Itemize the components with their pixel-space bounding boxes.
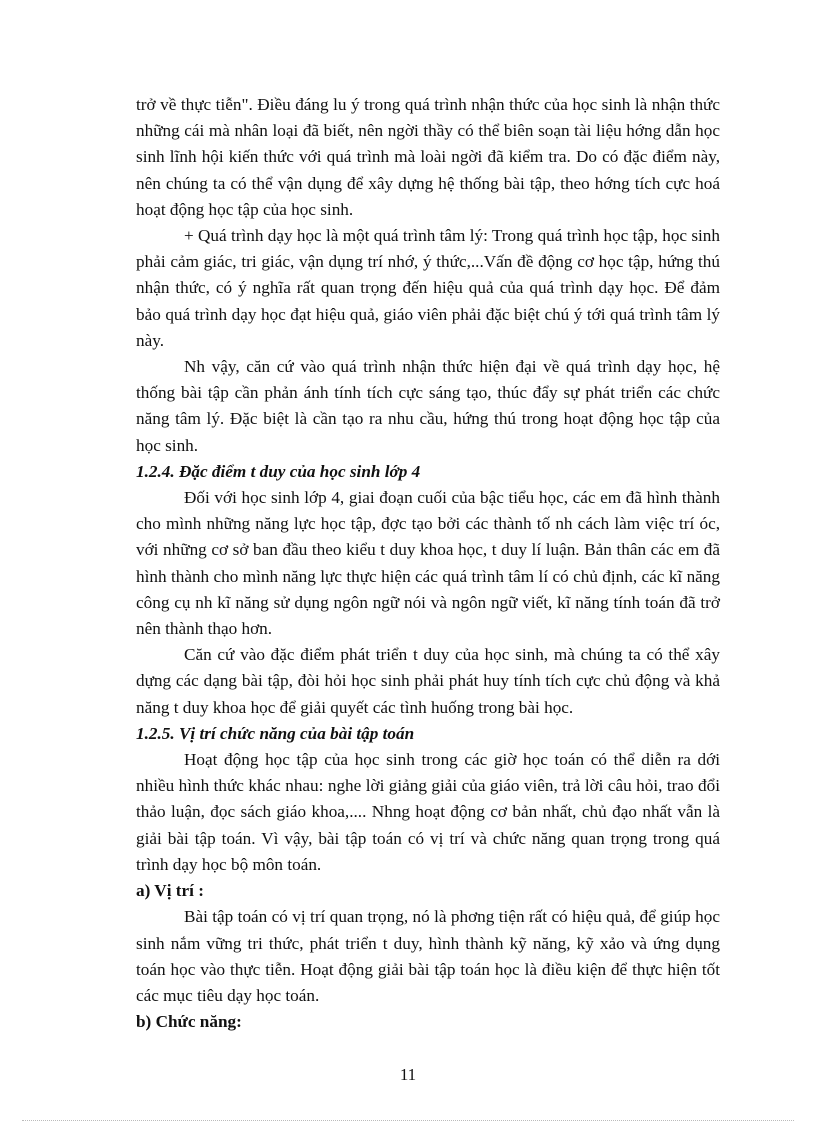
subsection-heading: a) Vị trí : [136,881,204,901]
section-heading: 1.2.5. Vị trí chức năng của bài tập toán [136,723,415,743]
paragraph: Bài tập toán có vị trí quan trọng, nó là phơng tiện rất có hiệu quả, để giúp học sinh nắm vững tri thức, phát triển t duy, hình thành kỹ năng, kỹ xảo và ứng dụng toán học vào thực tiễn. Hoạt động giải bài tập toán học là điều kiện để thực hiện tốt các mục tiêu dạy học toán. [136,907,720,1005]
page-number: 11 [399,1065,417,1084]
paragraph: Đối với học sinh lớp 4, giai đoạn cuối của bậc tiểu học, các em đã hình thành cho mình những năng lực học tập, đợc tạo bởi các thành tố nh cách làm việc trí óc, với những cơ sở ban đầu theo kiểu t duy khoa học, t duy lí luận. Bản thân các em đã hình thành cho mình năng lực thực hiện các quá trình tâm lí có chủ định, các kĩ năng công cụ nh kĩ năng sử dụng ngôn ngữ nói và ngôn ngữ viết, kĩ năng tính toán đã trở nên thành thạo hơn. [136,488,720,639]
section-heading: 1.2.4. Đặc điểm t duy của học sinh lớp 4 [136,461,421,481]
subsection-heading: b) Chức năng: [136,1012,242,1032]
paragraph: Nh vậy, căn cứ vào quá trình nhận thức hiện đại về quá trình dạy học, hệ thống bài tập cần phản ánh tính tích cực sáng tạo, thúc đẩy sự phát triển các chức năng tâm lý. Đặc biệt là cần tạo ra nhu cầu, hứng thú trong hoạt động học tập của học sinh. [136,357,720,455]
paragraph: Căn cứ vào đặc điểm phát triển t duy của học sinh, mà chúng ta có thể xây dựng các dạng bài tập, đòi hỏi học sinh phải phát huy tính tích cực chủ động và khả năng t duy khoa học để giải quyết các tình huống trong bài học. [136,645,720,717]
paragraph: Hoạt động học tập của học sinh trong các giờ học toán có thể diễn ra dới nhiều hình thức khác nhau: nghe lời giảng giải của giáo viên, trả lời câu hỏi, trao đổi thảo luận, đọc sách giáo khoa,.... Nhng hoạt động cơ bản nhất, chủ đạo nhất vẫn là giải bài tập toán. Vì vậy, bài tập toán có vị trí và chức năng quan trọng trong quá trình dạy học bộ môn toán. [136,750,720,874]
paragraph: trở về thực tiễn". Điều đáng lu ý trong quá trình nhận thức của học sinh là nhận thức những cái mà nhân loại đã biết, nên ngời thầy có thể biên soạn tài liệu hớng dẫn học sinh lĩnh hội kiến thức với quá trình mà loài ngời đã kiểm tra. Do có đặc điểm này, nên chúng ta có thể vận dụng để xây dựng hệ thống bài tập, theo hớng tích cực hoá hoạt động học tập của học sinh. [136,95,720,219]
paragraph: + Quá trình dạy học là một quá trình tâm lý: Trong quá trình học tập, học sinh phải cảm giác, tri giác, vận dụng trí nhớ, ý thức,...Vấn đề động cơ học tập, hứng thú nhận thức, có ý nghĩa rất quan trọng đến hiệu quả của quá trình dạy học. Để đảm bảo quá trình dạy học đạt hiệu quả, giáo viên phải đặc biệt chú ý tới quá trình tâm lý này. [136,226,720,350]
page-bottom-divider [22,1120,794,1121]
page-body [136,92,720,1035]
